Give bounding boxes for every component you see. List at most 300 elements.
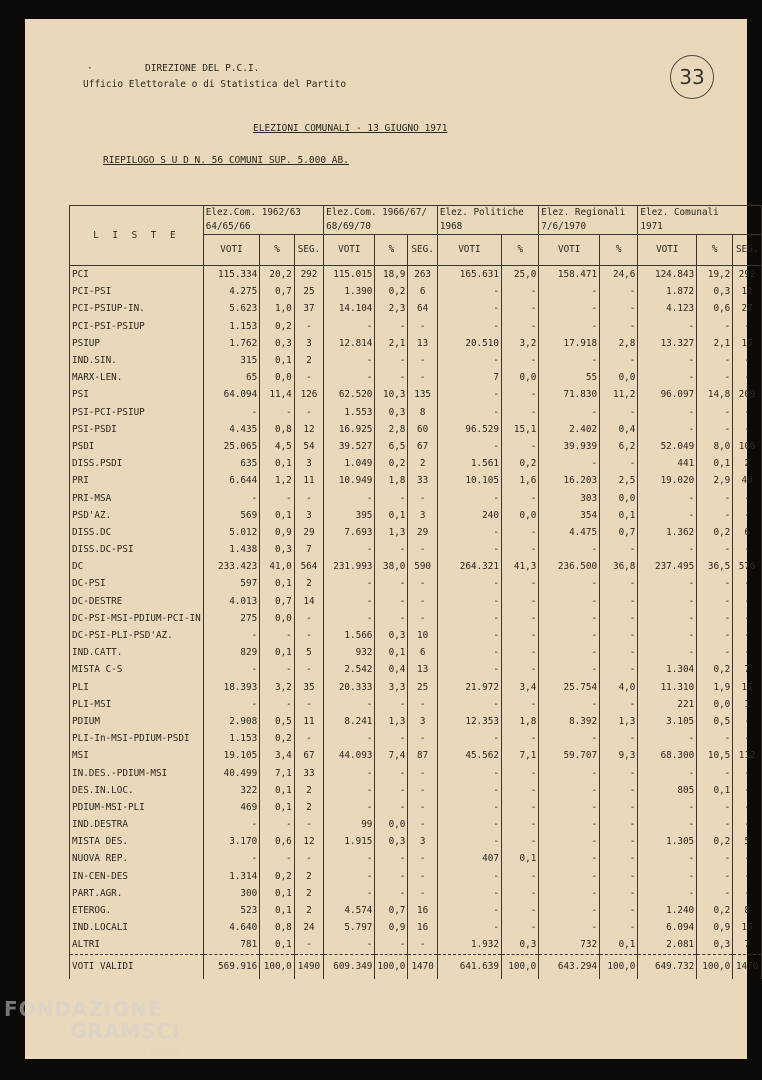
value-cell: - [437,627,501,644]
value-cell: 1,3 [600,713,638,730]
value-cell: - [375,610,408,627]
sub-header-pct: % [600,235,638,266]
value-cell: 25.065 [203,438,259,455]
value-cell: 6,5 [375,438,408,455]
value-cell: 36,5 [697,558,733,575]
value-cell: 1.561 [437,455,501,472]
value-cell: 1 [733,696,762,713]
list-name-cell: DISS.PSDI [70,455,204,472]
sub-header-seg: SEG. [733,235,762,266]
value-cell: - [501,661,538,678]
value-cell: 0,1 [697,455,733,472]
value-cell: - [437,593,501,610]
value-cell: 1.314 [203,868,259,885]
value-cell: 1.762 [203,335,259,352]
list-name-cell: PSI-PSDI [70,421,204,438]
value-cell: 10.949 [324,472,375,489]
value-cell: - [733,730,762,747]
list-name-cell: PSI [70,386,204,403]
value-cell: - [294,936,323,954]
value-cell: - [294,730,323,747]
value-cell: 3 [294,335,323,352]
value-cell: 20,2 [260,266,295,284]
value-cell: 4.475 [539,524,600,541]
value-cell: - [437,661,501,678]
value-cell: - [539,919,600,936]
value-cell: - [437,730,501,747]
value-cell: - [733,644,762,661]
value-cell: - [539,352,600,369]
value-cell: 8.392 [539,713,600,730]
list-name-cell: DC [70,558,204,575]
value-cell: - [408,352,437,369]
value-cell: - [697,489,733,506]
value-cell: - [501,593,538,610]
value-cell: 1,2 [260,472,295,489]
header-dot: · [87,63,93,74]
value-cell: - [203,816,259,833]
value-cell: - [375,764,408,781]
value-cell: - [733,318,762,335]
value-cell: - [437,782,501,799]
table-row [70,318,762,335]
table-row [70,421,762,438]
value-cell: - [437,799,501,816]
table-row [70,764,762,781]
value-cell: - [260,627,295,644]
value-cell: - [697,850,733,867]
value-cell: - [539,816,600,833]
sub-header-voti: VOTI [638,235,697,266]
value-cell: - [501,816,538,833]
list-name-cell: PSI-PCI-PSIUP [70,404,204,421]
value-cell: 0,3 [375,404,408,421]
value-cell: 3,4 [260,747,295,764]
value-cell: - [260,489,295,506]
value-cell: - [408,610,437,627]
value-cell: 0,1 [260,936,295,954]
value-cell: - [437,764,501,781]
value-cell: 9,3 [600,747,638,764]
value-cell: 38,0 [375,558,408,575]
list-name-cell: PRI [70,472,204,489]
value-cell: 106 [733,438,762,455]
value-cell: 17.918 [539,335,600,352]
value-cell: - [408,730,437,747]
value-cell: - [375,318,408,335]
value-cell: - [294,816,323,833]
value-cell: - [375,936,408,954]
value-cell: 10 [408,627,437,644]
value-cell: 354 [539,507,600,524]
value-cell: - [501,868,538,885]
value-cell: - [437,575,501,592]
list-name-cell: PSIUP [70,335,204,352]
value-cell: 441 [638,455,697,472]
value-cell: 0,0 [260,610,295,627]
value-cell: 569.916 [203,954,259,979]
value-cell: 1470 [733,954,762,979]
value-cell: - [697,885,733,902]
value-cell: 0,1 [600,507,638,524]
value-cell: - [375,593,408,610]
value-cell: 12 [294,421,323,438]
group-header-4: Elez. Regionali 7/6/1970 [539,206,638,235]
value-cell: 5.623 [203,300,259,317]
value-cell: 36,8 [600,558,638,575]
value-cell: 27 [733,300,762,317]
value-cell: - [408,489,437,506]
value-cell: - [408,593,437,610]
value-cell: - [638,610,697,627]
value-cell: 1.362 [638,524,697,541]
header-line2: Ufficio Elettorale o di Statistica del Partito [83,79,347,90]
value-cell: 135 [408,386,437,403]
value-cell: 18.393 [203,679,259,696]
value-cell: 233.423 [203,558,259,575]
value-cell: 0,1 [600,936,638,954]
table-row [70,575,762,592]
value-cell: 6,2 [600,438,638,455]
value-cell: - [324,575,375,592]
value-cell: 6.094 [638,919,697,936]
value-cell: - [638,369,697,386]
value-cell: 96.097 [638,386,697,403]
value-cell: 13 [408,335,437,352]
value-cell: 37 [294,300,323,317]
value-cell: 3 [408,507,437,524]
value-cell: - [539,644,600,661]
value-cell: - [501,696,538,713]
value-cell: 67 [408,438,437,455]
value-cell: - [733,799,762,816]
value-cell: - [539,627,600,644]
value-cell: 62.520 [324,386,375,403]
value-cell: 236.500 [539,558,600,575]
value-cell: - [375,575,408,592]
value-cell: 7,1 [260,764,295,781]
value-cell: 96.529 [437,421,501,438]
value-cell: - [600,799,638,816]
value-cell: 11.310 [638,679,697,696]
group-header-3: Elez. Politiche 1968 [437,206,538,235]
value-cell: - [600,902,638,919]
value-cell: 4.013 [203,593,259,610]
value-cell: 2,1 [697,335,733,352]
value-cell: - [501,541,538,558]
value-cell: 4.574 [324,902,375,919]
value-cell: - [437,489,501,506]
value-cell: 2.402 [539,421,600,438]
value-cell: - [733,713,762,730]
group-header-2: Elez.Com. 1966/67/ 68/69/70 [324,206,438,235]
value-cell: 12.814 [324,335,375,352]
value-cell: 3 [294,507,323,524]
value-cell: 2,3 [375,300,408,317]
value-cell: 6 [408,644,437,661]
value-cell: - [437,352,501,369]
value-cell: 0,5 [260,713,295,730]
sub-header-voti: VOTI [437,235,501,266]
value-cell: 2 [294,799,323,816]
value-cell: - [501,644,538,661]
value-cell: - [203,627,259,644]
value-cell: 0,3 [697,283,733,300]
value-cell: 8 [733,902,762,919]
value-cell: 1470 [408,954,437,979]
value-cell: 1.305 [638,833,697,850]
value-cell: 0,3 [375,833,408,850]
value-cell: 0,1 [260,799,295,816]
value-cell: 7 [437,369,501,386]
list-name-cell: ALTRI [70,936,204,954]
value-cell: 0,1 [375,507,408,524]
table-row [70,489,762,506]
value-cell: 3.105 [638,713,697,730]
value-cell: 25.754 [539,679,600,696]
value-cell: 1.915 [324,833,375,850]
value-cell: - [600,764,638,781]
results-table [69,205,762,979]
list-name-cell: PCI-PSIUP-IN. [70,300,204,317]
value-cell: 7.693 [324,524,375,541]
value-cell: - [600,833,638,850]
value-cell: 1.153 [203,730,259,747]
value-cell: - [408,799,437,816]
table-row [70,885,762,902]
value-cell: - [294,661,323,678]
table-row [70,936,762,954]
value-cell: 1,8 [501,713,538,730]
value-cell: - [203,489,259,506]
value-cell: - [733,593,762,610]
value-cell: 19.105 [203,747,259,764]
value-cell: - [539,661,600,678]
value-cell: 20.333 [324,679,375,696]
value-cell: 395 [324,507,375,524]
value-cell: - [375,850,408,867]
value-cell: 1.566 [324,627,375,644]
list-name-cell: MISTA DES. [70,833,204,850]
value-cell: 829 [203,644,259,661]
value-cell: 100,0 [260,954,295,979]
value-cell: 11 [733,283,762,300]
value-cell: 0,9 [697,919,733,936]
list-name-cell: MARX-LEN. [70,369,204,386]
value-cell: - [324,936,375,954]
value-cell: - [539,902,600,919]
table-row [70,438,762,455]
document-subtitle: RIEPILOGO S U D N. 56 COMUNI SUP. 5.000 AB. [103,155,349,166]
value-cell: 99 [324,816,375,833]
value-cell: - [294,627,323,644]
value-cell: 12.353 [437,713,501,730]
value-cell: - [600,782,638,799]
table-row [70,902,762,919]
value-cell: 10,3 [375,386,408,403]
value-cell: - [501,799,538,816]
sub-header-pct: % [375,235,408,266]
value-cell: 14.104 [324,300,375,317]
value-cell: 4.640 [203,919,259,936]
value-cell: - [375,730,408,747]
value-cell: - [638,541,697,558]
value-cell: - [294,369,323,386]
value-cell: 0,2 [260,318,295,335]
value-cell: 609.349 [324,954,375,979]
value-cell: - [733,404,762,421]
value-cell: - [203,850,259,867]
value-cell: 3,4 [501,679,538,696]
value-cell: - [324,318,375,335]
value-cell: 641.639 [437,954,501,979]
value-cell: 126 [294,386,323,403]
value-cell: - [501,386,538,403]
value-cell: - [638,318,697,335]
value-cell: 16 [408,902,437,919]
table-body [70,266,762,979]
value-cell: - [437,300,501,317]
value-cell: 3 [294,455,323,472]
value-cell: - [260,696,295,713]
value-cell: 115.015 [324,266,375,284]
list-name-cell: DISS.DC [70,524,204,541]
value-cell: 564 [294,558,323,575]
value-cell: - [697,369,733,386]
value-cell: - [600,575,638,592]
sub-header-pct: % [260,235,295,266]
value-cell: - [697,404,733,421]
value-cell: 165.631 [437,266,501,284]
value-cell: 805 [638,782,697,799]
value-cell: - [600,730,638,747]
value-cell: - [733,782,762,799]
table-row [70,833,762,850]
value-cell: 1.240 [638,902,697,919]
table-row [70,266,762,284]
value-cell: 0,3 [375,627,408,644]
value-cell: 7 [733,661,762,678]
list-name-cell: DES.IN.LOC. [70,782,204,799]
value-cell: 2 [733,455,762,472]
value-cell: 1.304 [638,661,697,678]
value-cell: 1.049 [324,455,375,472]
list-name-cell: PLI-MSI [70,696,204,713]
value-cell: 29 [408,524,437,541]
value-cell: 115.334 [203,266,259,284]
value-cell: 2 [294,868,323,885]
value-cell: - [324,730,375,747]
value-cell: 12 [294,833,323,850]
value-cell: 8 [408,404,437,421]
table-row [70,541,762,558]
value-cell: - [324,764,375,781]
list-name-cell: IND.CATT. [70,644,204,661]
value-cell: 1,3 [375,524,408,541]
table-row [70,369,762,386]
value-cell: 41,0 [260,558,295,575]
table-row [70,593,762,610]
value-cell: 2 [294,575,323,592]
value-cell: 2 [294,782,323,799]
value-cell: - [733,575,762,592]
value-cell: 35 [294,679,323,696]
value-cell: - [600,661,638,678]
group-header-1: Elez.Com. 1962/63 64/65/66 [203,206,323,235]
value-cell: 54 [294,438,323,455]
value-cell: 39.527 [324,438,375,455]
value-cell: - [697,610,733,627]
value-cell: 68.300 [638,747,697,764]
value-cell: - [600,816,638,833]
value-cell: - [733,610,762,627]
value-cell: 315 [203,352,259,369]
value-cell: 7,4 [375,747,408,764]
value-cell: - [697,816,733,833]
value-cell: 292 [294,266,323,284]
value-cell: 0,9 [375,919,408,936]
value-cell: - [539,764,600,781]
value-cell: 87 [408,747,437,764]
value-cell: 16 [408,919,437,936]
value-cell: - [697,627,733,644]
value-cell: 20.510 [437,335,501,352]
value-cell: 8.241 [324,713,375,730]
value-cell: 59.707 [539,747,600,764]
value-cell: - [324,850,375,867]
value-cell: 10.105 [437,472,501,489]
value-cell: - [501,283,538,300]
value-cell: - [501,919,538,936]
value-cell: 1,9 [697,679,733,696]
value-cell: 2.081 [638,936,697,954]
value-cell: 3,2 [501,335,538,352]
list-name-cell: MSI [70,747,204,764]
table-row [70,730,762,747]
list-name-cell: VOTI VALIDI [70,954,204,979]
list-name-cell: PSDI [70,438,204,455]
value-cell: 781 [203,936,259,954]
value-cell: - [437,885,501,902]
table-row [70,868,762,885]
value-cell: - [294,696,323,713]
value-cell: 0,2 [501,455,538,472]
value-cell: 0,1 [260,782,295,799]
value-cell: - [600,404,638,421]
list-name-cell: IN.DES.-PDIUM-MSI [70,764,204,781]
value-cell: - [638,850,697,867]
table-row [70,816,762,833]
value-cell: 4.435 [203,421,259,438]
value-cell: - [638,489,697,506]
value-cell: 2.908 [203,713,259,730]
value-cell: 0,1 [260,902,295,919]
value-cell: 2,1 [375,335,408,352]
value-cell: - [375,369,408,386]
value-cell: 5 [294,644,323,661]
total-row [70,954,762,979]
value-cell: 0,1 [260,885,295,902]
value-cell: - [408,782,437,799]
value-cell: - [733,764,762,781]
value-cell: 124.843 [638,266,697,284]
value-cell: - [501,438,538,455]
value-cell: - [733,816,762,833]
value-cell: - [501,404,538,421]
value-cell: - [437,868,501,885]
table-row [70,300,762,317]
value-cell: - [539,610,600,627]
